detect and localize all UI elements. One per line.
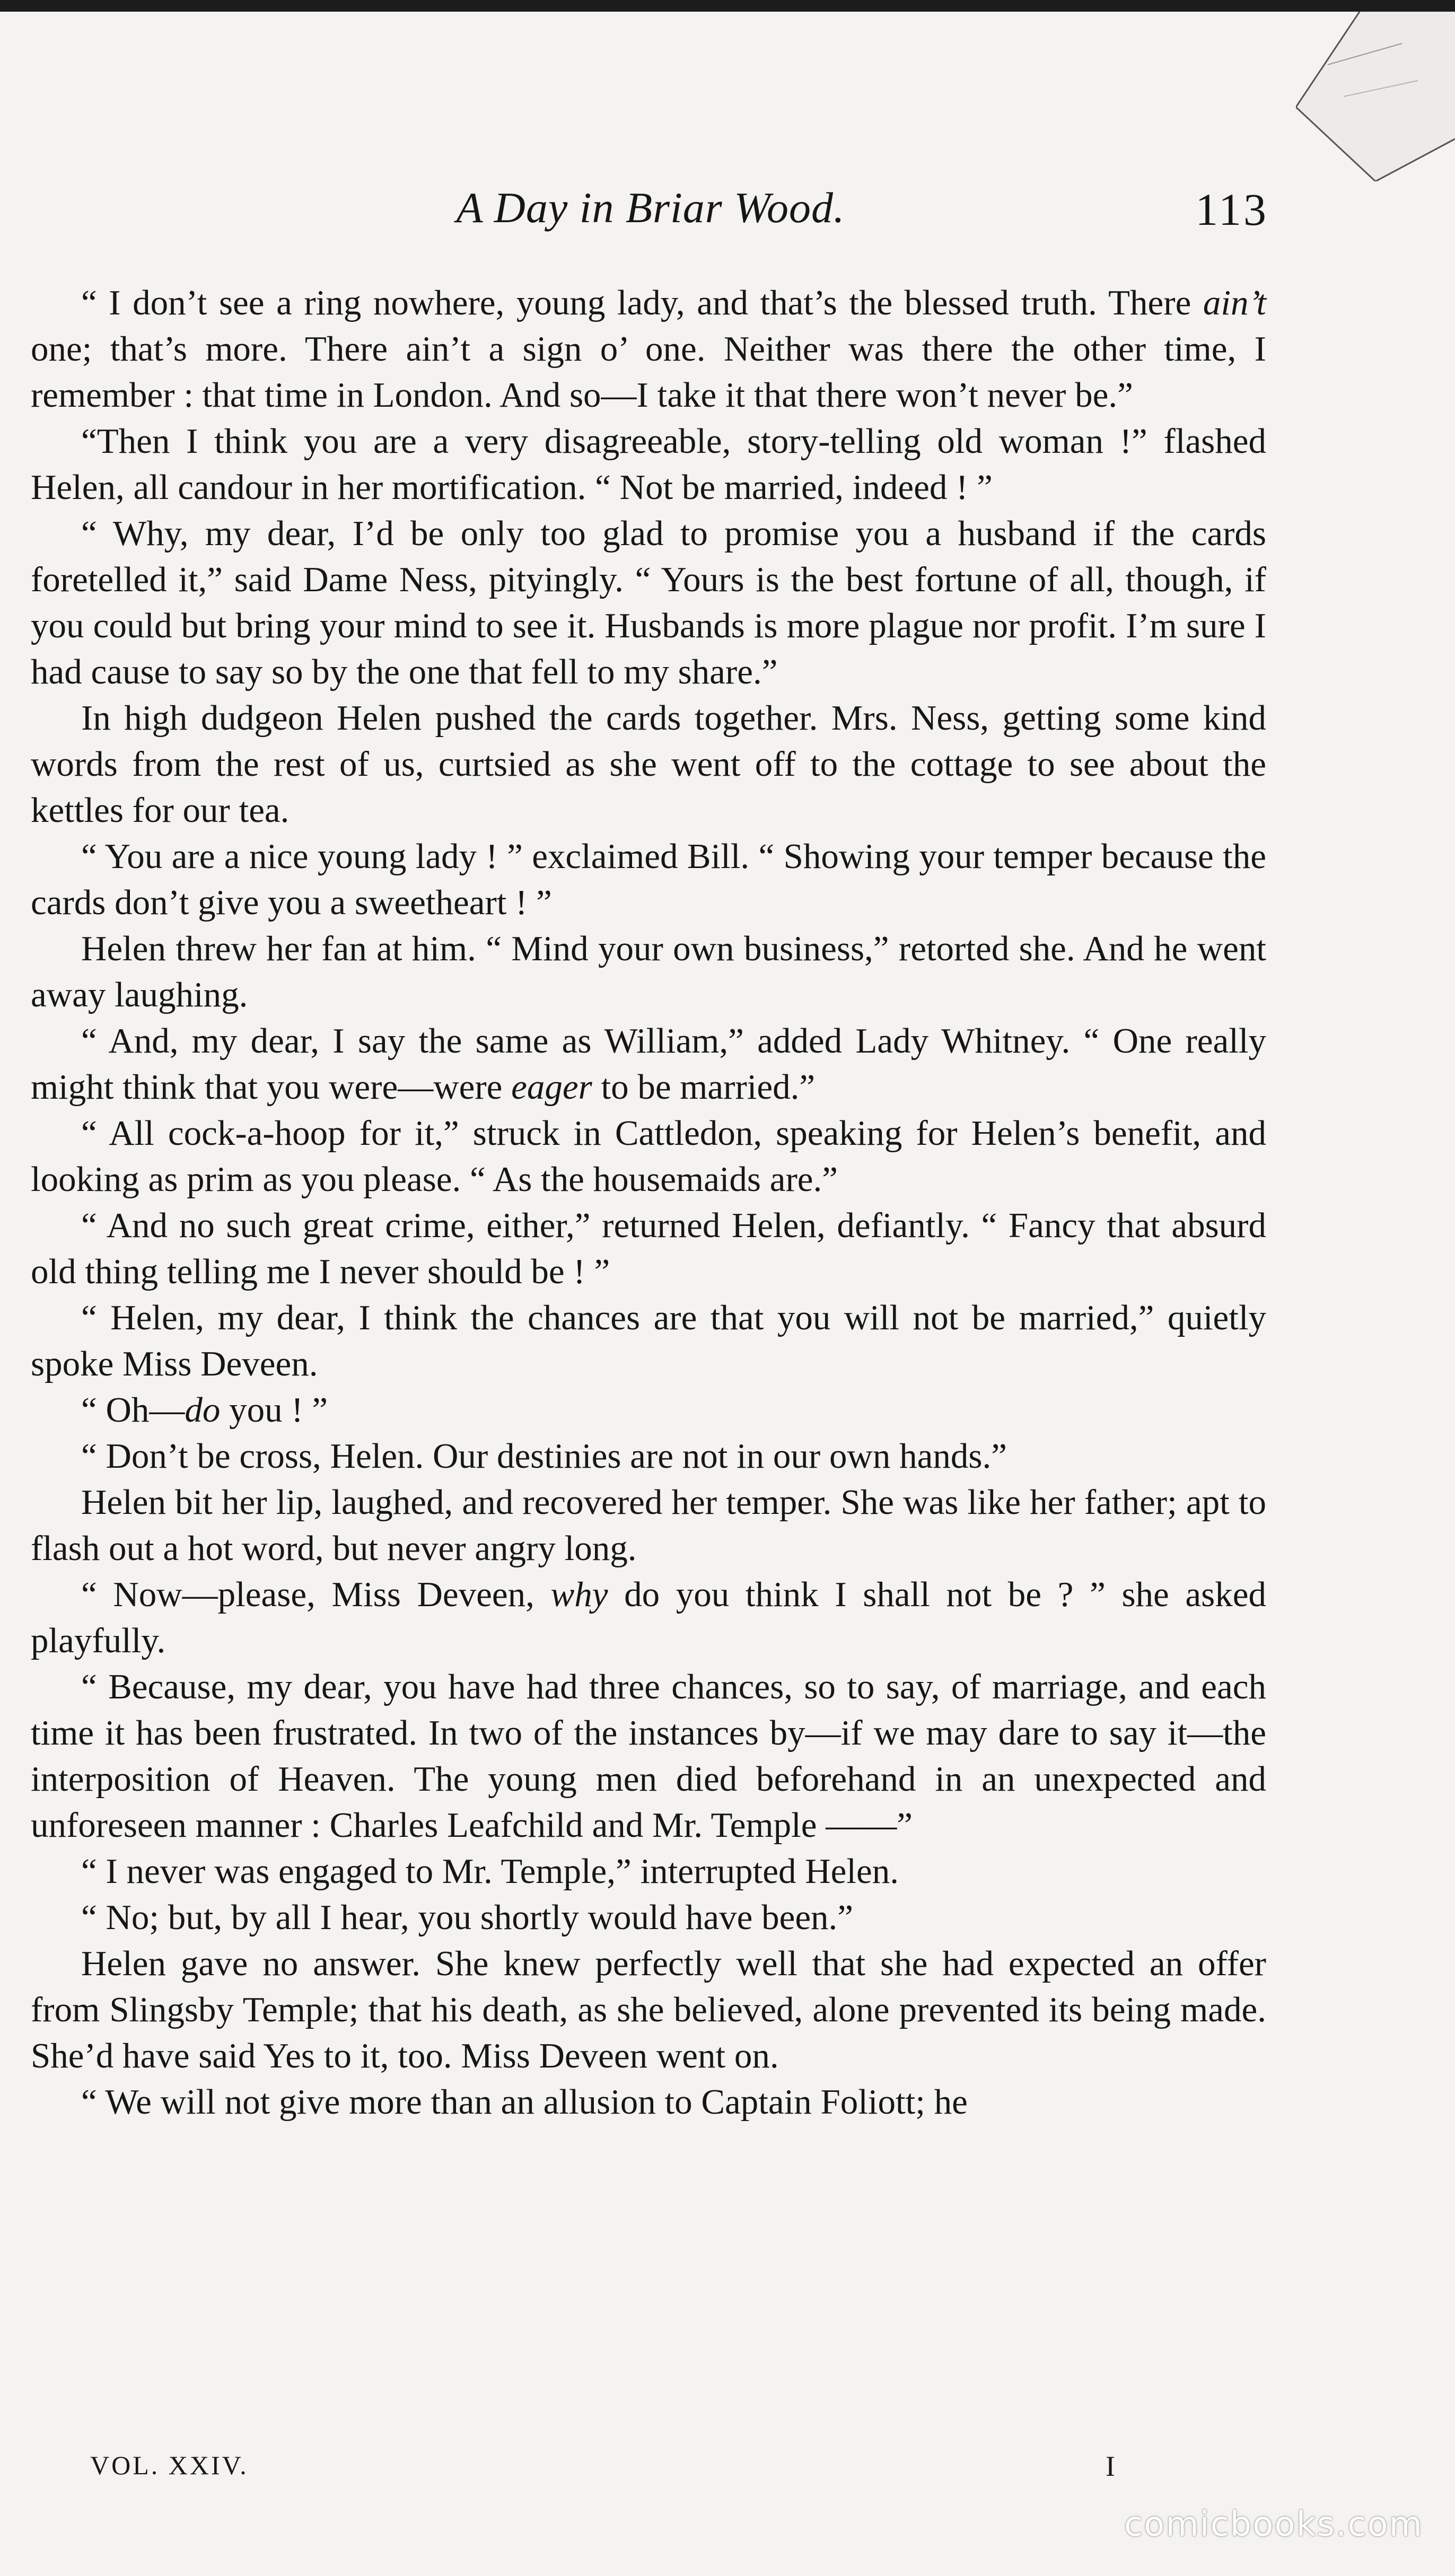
text-run: Helen bit her lip, laughed, and recovered her temper. She was like her father; apt to flash out a hot word, but never angry long. [31,1483,1266,1568]
italic-text: do [185,1390,221,1430]
text-run: Helen gave no answer. She knew perfectly well that she had expected an offer from Slingsby Temple; that his death, as she believed, alone prevented its being made. She’d have said Yes to it, too. Miss Deveen went on. [31,1944,1266,2075]
paragraph [31,1387,1266,1433]
text-run: “Then I think you are a very disagreeable, story-telling old woman !” flashed Helen, all candour in her mortification. “ Not be married, indeed ! ” [31,422,1266,507]
paragraph [31,1895,1266,1941]
page-number: 113 [1195,184,1268,235]
paragraph [31,418,1266,511]
paragraph [31,695,1266,834]
text-run: “ You are a nice young lady ! ” exclaimed Bill. “ Showing your temper because the cards don’t give you a sweetheart ! ” [31,837,1266,922]
paragraph [31,1941,1266,2079]
text-run: “ And, my dear, I say the same as William,” added Lady Whitney. “ One really might think that you were—were [31,1021,1266,1107]
text-run: to be married.” [592,1067,816,1107]
paragraph [31,1110,1266,1203]
paragraph [31,2079,1266,2125]
paragraph [31,1664,1266,1848]
page-footer [48,2450,1267,2492]
text-run: Helen threw her fan at him. “ Mind your own business,” retorted she. And he went away laughing. [31,929,1266,1014]
paragraph [31,1572,1266,1664]
text-run: “ Helen, my dear, I think the chances are that you will not be married,” quietly spoke Miss Deveen. [31,1298,1266,1383]
text-run: “ We will not give more than an allusion to Captain Foliott; he [81,2082,968,2122]
text-run: do you think I shall not be ? ” she asked playfully. [31,1575,1266,1660]
text-run: “ Don’t be cross, Helen. Our destinies are not in our own hands.” [81,1436,1007,1476]
italic-text: why [550,1575,608,1614]
paragraph [31,1203,1266,1295]
page-header [33,183,1268,252]
text-run: “ Oh— [81,1390,185,1430]
paragraph [31,1295,1266,1387]
text-run: one; that’s more. There ain’t a sign o’ one. Neither was there the other time, I remember : that time in London. And so—I take it that there won’t never be.” [31,329,1266,415]
text-run: “ I don’t see a ring nowhere, young lady, and that’s the blessed truth. There [81,283,1203,322]
text-run: “ No; but, by all I hear, you shortly would have been.” [81,1898,854,1937]
text-run: “ Why, my dear, I’d be only too glad to promise you a husband if the cards foretelled it,” said Dame Ness, pityingly. “ Yours is the best fortune of all, though, if you could but bring your mind to see it. Husbands is more plague nor profit. I’m sure I had cause to say so by the one that fell to my share.” [31,514,1266,691]
volume-signature: VOL. XXIV. [90,2450,249,2480]
text-run: “ I never was engaged to Mr. Temple,” interrupted Helen. [81,1852,899,1891]
paragraph [31,1479,1266,1572]
text-run: “ And no such great crime, either,” returned Helen, defiantly. “ Fancy that absurd old thing telling me I never should be ! ” [31,1206,1266,1291]
paragraph [31,834,1266,926]
body-text [31,280,1266,2125]
text-run: “ Because, my dear, you have had three chances, so to say, of marriage, and each time it has been frustrated. In two of the instances by—if we may dare to say it—the interposition of Heaven. The young men died beforehand in an unexpected and unforeseen manner : Charles Leafchild and Mr. Temple ——” [31,1667,1266,1845]
paragraph [31,511,1266,695]
watermark: comicbooks.com [1124,2505,1423,2544]
paragraph [31,926,1266,1018]
italic-text: eager [511,1067,592,1107]
scan-edge [0,0,1455,12]
text-run: “ All cock-a-hoop for it,” struck in Cattledon, speaking for Helen’s benefit, and looking as prim as you please. “ As the housemaids are.” [31,1114,1266,1199]
running-title: A Day in Briar Wood. [456,183,845,232]
paragraph [31,1433,1266,1479]
text-run: In high dudgeon Helen pushed the cards together. Mrs. Ness, getting some kind words from the rest of us, curtsied as she went off to the cottage to see about the kettles for our tea. [31,698,1266,830]
paragraph [31,1848,1266,1895]
paragraph [31,280,1266,418]
text-run: you ! ” [220,1390,328,1430]
text-run: “ Now—please, Miss Deveen, [81,1575,551,1614]
italic-text: ain’t [1203,283,1266,322]
paragraph [31,1018,1266,1110]
sheet-mark: I [1106,2450,1115,2482]
folded-corner [1296,12,1455,181]
